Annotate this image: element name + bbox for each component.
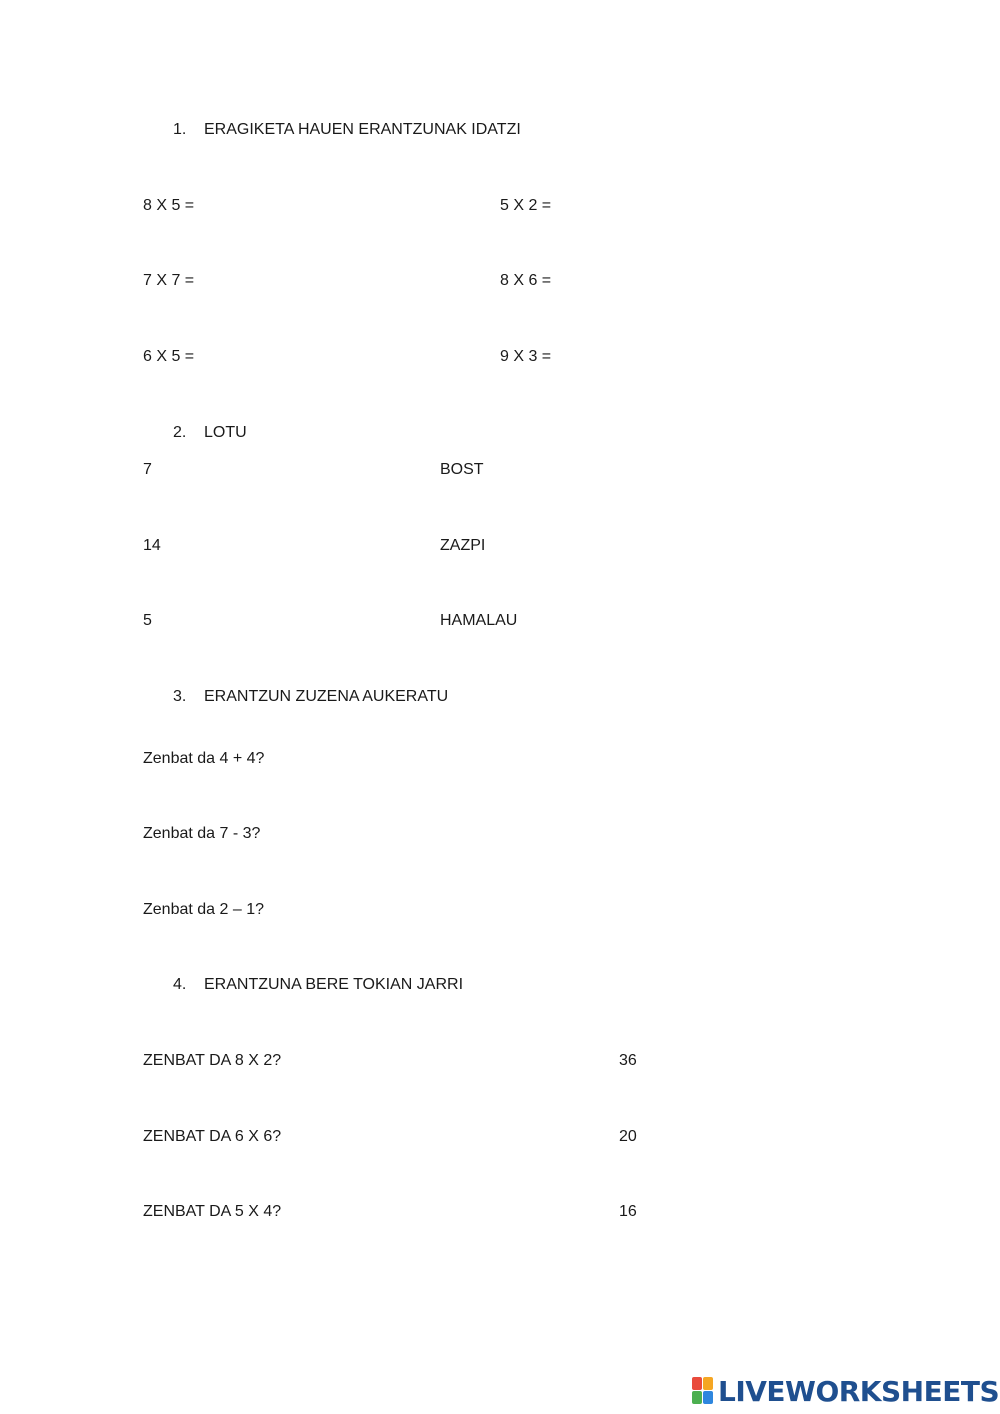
section-number: 4. xyxy=(173,976,187,993)
placement-question: ZENBAT DA 6 X 6? xyxy=(143,1128,282,1145)
placement-question: ZENBAT DA 5 X 4? xyxy=(143,1203,282,1220)
section-number: 1. xyxy=(173,121,187,138)
match-number: 5 xyxy=(143,612,152,629)
liveworksheets-logo xyxy=(692,1374,999,1408)
section-number: 2. xyxy=(173,424,187,441)
logo-mark-icon xyxy=(692,1377,714,1405)
math-problem: 9 X 3 = xyxy=(500,348,552,365)
section-1-heading xyxy=(173,120,521,140)
placement-question: ZENBAT DA 8 X 2? xyxy=(143,1052,282,1069)
question: Zenbat da 7 - 3? xyxy=(143,825,261,842)
section-title: ERANTZUNA BERE TOKIAN JARRI xyxy=(204,976,464,993)
math-problem: 6 X 5 = xyxy=(143,348,195,365)
section-3-heading xyxy=(173,687,448,707)
match-word: ZAZPI xyxy=(440,537,486,554)
match-word: HAMALAU xyxy=(440,612,518,629)
match-number: 14 xyxy=(143,537,161,554)
question: Zenbat da 2 – 1? xyxy=(143,901,264,918)
math-problem: 8 X 5 = xyxy=(143,197,195,214)
math-problem: 7 X 7 = xyxy=(143,272,195,289)
section-2-heading xyxy=(173,423,247,443)
section-4-heading xyxy=(173,975,463,995)
question: Zenbat da 4 + 4? xyxy=(143,750,265,767)
match-number: 7 xyxy=(143,461,152,478)
section-title: ERAGIKETA HAUEN ERANTZUNAK IDATZI xyxy=(204,121,521,138)
section-number: 3. xyxy=(173,688,187,705)
match-word: BOST xyxy=(440,461,484,478)
math-problem: 5 X 2 = xyxy=(500,197,552,214)
logo-text: LIVEWORKSHEETS xyxy=(718,1374,1000,1408)
placement-answer: 36 xyxy=(619,1052,637,1069)
placement-answer: 20 xyxy=(619,1128,637,1145)
section-title: ERANTZUN ZUZENA AUKERATU xyxy=(204,688,449,705)
section-title: LOTU xyxy=(204,424,247,441)
math-problem: 8 X 6 = xyxy=(500,272,552,289)
placement-answer: 16 xyxy=(619,1203,637,1220)
